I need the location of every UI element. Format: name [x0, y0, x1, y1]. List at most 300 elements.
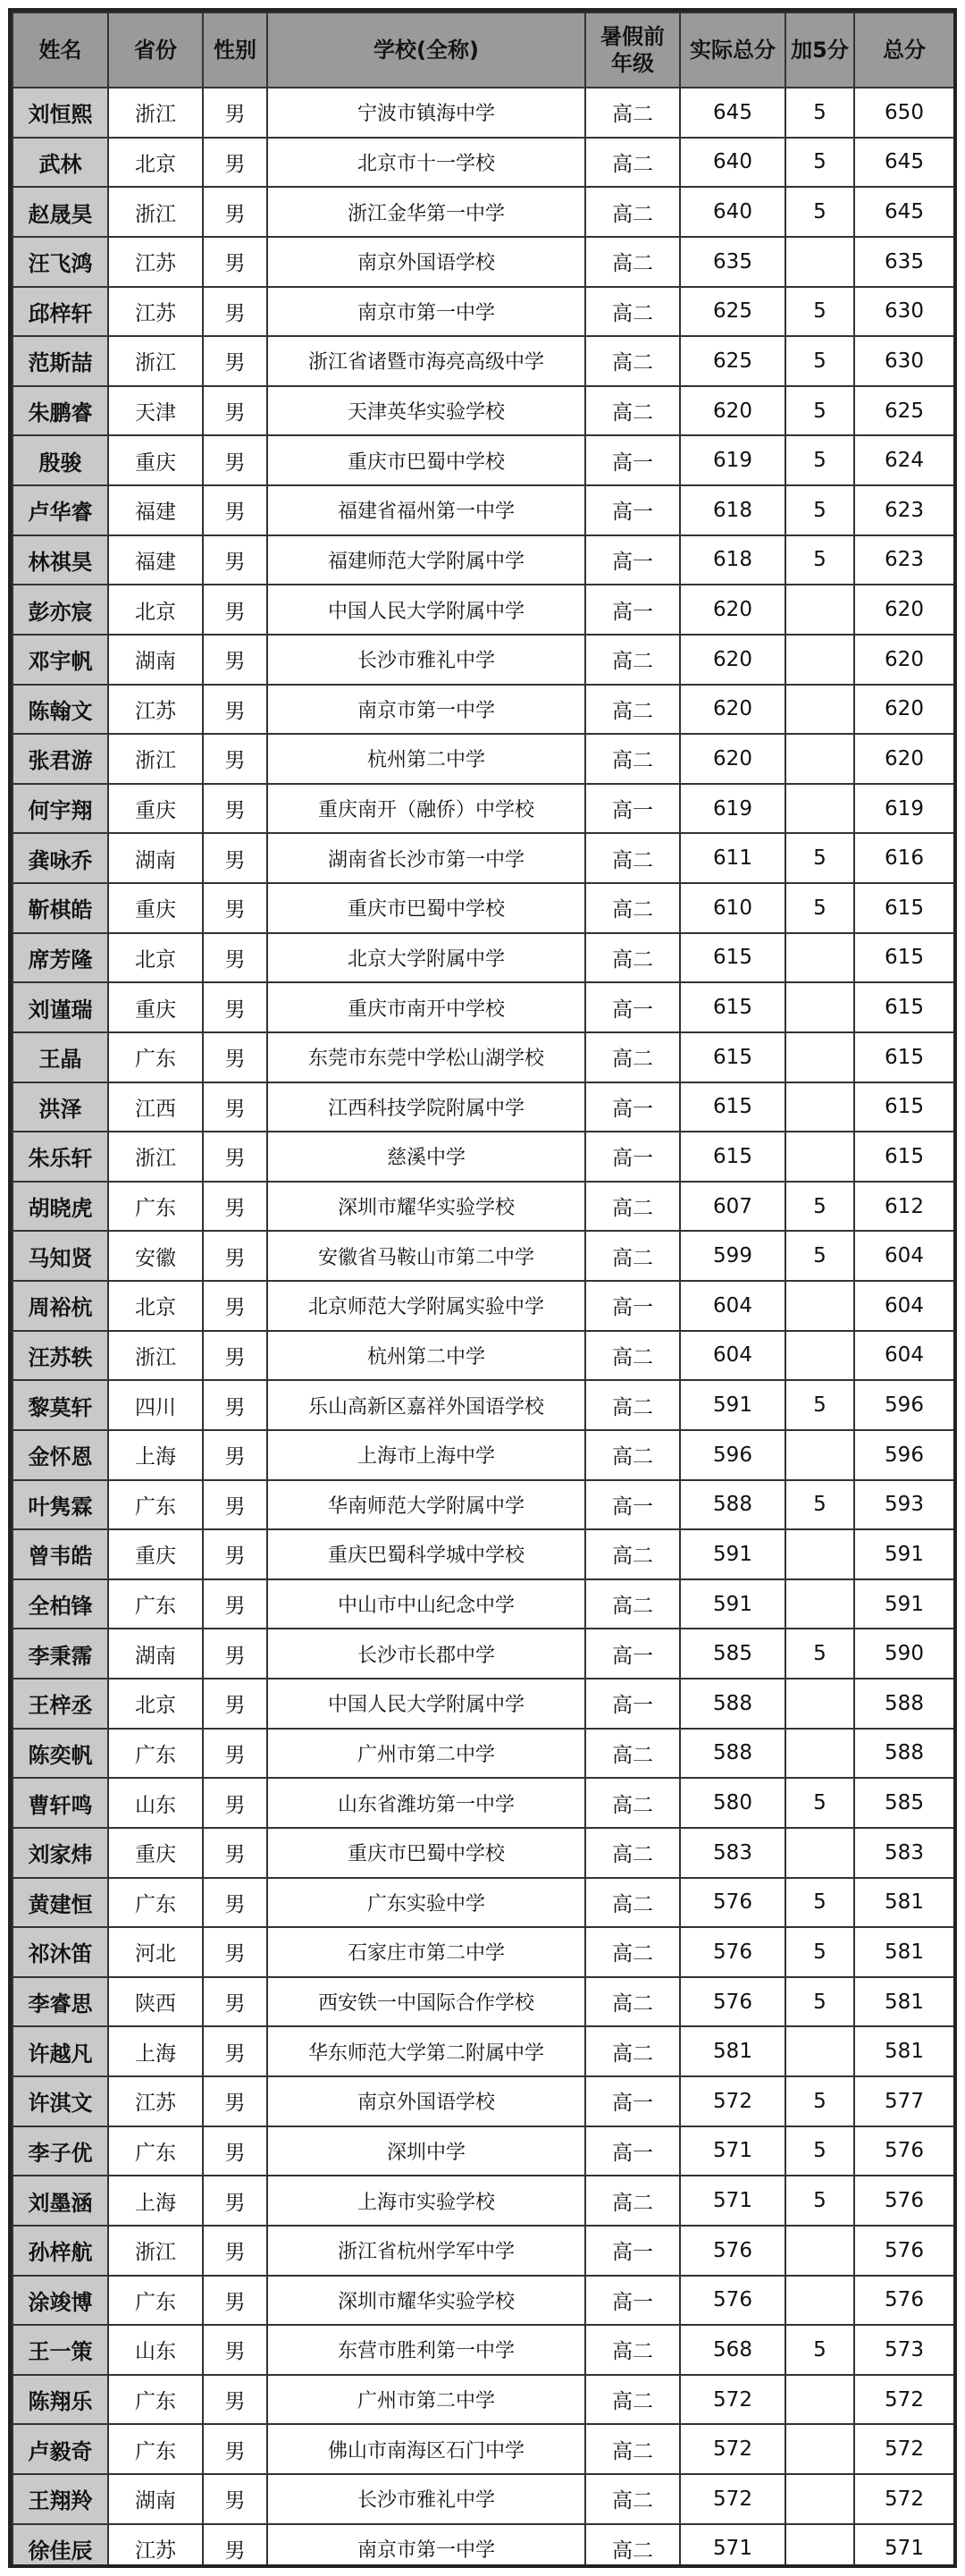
- cell-actual-score: 581: [680, 2026, 785, 2076]
- cell-school: 浙江金华第一中学: [267, 187, 585, 237]
- cell-grade: 高二: [585, 88, 680, 138]
- cell-school: 长沙市雅礼中学: [267, 2474, 585, 2524]
- cell-name: 邓宇帆: [13, 635, 108, 685]
- cell-total: 645: [854, 138, 954, 188]
- table-row: [13, 1977, 954, 2027]
- cell-actual-score: 576: [680, 1927, 785, 1977]
- cell-school: 北京市十一学校: [267, 138, 585, 188]
- cell-total: 620: [854, 585, 954, 635]
- cell-province: 浙江: [108, 88, 203, 138]
- cell-total: 596: [854, 1380, 954, 1430]
- cell-province: 重庆: [108, 883, 203, 933]
- cell-name: 黄建恒: [13, 1878, 108, 1928]
- cell-total: 577: [854, 2076, 954, 2126]
- cell-school: 南京外国语学校: [267, 237, 585, 287]
- cell-grade: 高二: [585, 2474, 680, 2524]
- table-row: [13, 1579, 954, 1629]
- cell-province: 安徽: [108, 1231, 203, 1281]
- cell-actual-score: 611: [680, 833, 785, 883]
- cell-province: 江苏: [108, 2076, 203, 2126]
- cell-total: 623: [854, 535, 954, 585]
- cell-province: 重庆: [108, 1529, 203, 1579]
- cell-gender: 男: [203, 1082, 267, 1132]
- cell-bonus: [785, 1828, 854, 1878]
- cell-grade: 高二: [585, 2524, 680, 2568]
- cell-gender: 男: [203, 1778, 267, 1828]
- cell-total: 588: [854, 1679, 954, 1729]
- table-row: [13, 2226, 954, 2276]
- cell-gender: 男: [203, 435, 267, 485]
- cell-name: 周裕杭: [13, 1281, 108, 1331]
- cell-bonus: [785, 933, 854, 983]
- cell-school: 北京大学附属中学: [267, 933, 585, 983]
- cell-actual-score: 635: [680, 237, 785, 287]
- cell-total: 625: [854, 386, 954, 436]
- cell-total: 590: [854, 1629, 954, 1679]
- cell-gender: 男: [203, 1331, 267, 1381]
- table-row: [13, 734, 954, 784]
- cell-total: 588: [854, 1729, 954, 1779]
- table-row: [13, 1729, 954, 1779]
- cell-school: 浙江省诸暨市海亮高级中学: [267, 336, 585, 386]
- cell-gender: 男: [203, 1132, 267, 1182]
- cell-grade: 高二: [585, 1182, 680, 1232]
- cell-school: 杭州第二中学: [267, 1331, 585, 1381]
- cell-grade: 高二: [585, 1430, 680, 1480]
- cell-gender: 男: [203, 1679, 267, 1729]
- cell-gender: 男: [203, 635, 267, 685]
- cell-gender: 男: [203, 1878, 267, 1928]
- cell-actual-score: 620: [680, 386, 785, 436]
- cell-province: 河北: [108, 1927, 203, 1977]
- cell-school: 深圳市耀华实验学校: [267, 2276, 585, 2326]
- cell-name: 李子优: [13, 2126, 108, 2176]
- table-row: [13, 685, 954, 735]
- cell-name: 卢华睿: [13, 485, 108, 535]
- cell-actual-score: 604: [680, 1281, 785, 1331]
- cell-bonus: [785, 1430, 854, 1480]
- cell-actual-score: 576: [680, 1878, 785, 1928]
- cell-province: 山东: [108, 2325, 203, 2375]
- table-row: [13, 883, 954, 933]
- cell-bonus: 5: [785, 287, 854, 337]
- cell-gender: 男: [203, 2276, 267, 2326]
- cell-name: 王晶: [13, 1032, 108, 1082]
- cell-gender: 男: [203, 2524, 267, 2568]
- cell-bonus: 5: [785, 535, 854, 585]
- cell-gender: 男: [203, 1480, 267, 1530]
- cell-grade: 高一: [585, 485, 680, 535]
- cell-school: 浙江省杭州学军中学: [267, 2226, 585, 2276]
- cell-actual-score: 615: [680, 933, 785, 983]
- cell-actual-score: 576: [680, 1977, 785, 2027]
- cell-actual-score: 620: [680, 734, 785, 784]
- cell-total: 615: [854, 1132, 954, 1182]
- cell-province: 浙江: [108, 187, 203, 237]
- cell-bonus: [785, 2026, 854, 2076]
- header-gender: 性别: [203, 13, 267, 88]
- cell-actual-score: 604: [680, 1331, 785, 1381]
- cell-school: 中国人民大学附属中学: [267, 1679, 585, 1729]
- cell-actual-score: 615: [680, 982, 785, 1032]
- cell-province: 陕西: [108, 1977, 203, 2027]
- cell-total: 624: [854, 435, 954, 485]
- cell-school: 山东省潍坊第一中学: [267, 1778, 585, 1828]
- cell-school: 佛山市南海区石门中学: [267, 2424, 585, 2474]
- cell-school: 南京市第一中学: [267, 2524, 585, 2568]
- cell-actual-score: 591: [680, 1529, 785, 1579]
- table-row: [13, 2026, 954, 2076]
- cell-name: 叶隽霖: [13, 1480, 108, 1530]
- cell-actual-score: 571: [680, 2524, 785, 2568]
- cell-school: 长沙市雅礼中学: [267, 635, 585, 685]
- cell-actual-score: 588: [680, 1729, 785, 1779]
- cell-name: 许越凡: [13, 2026, 108, 2076]
- cell-province: 湖南: [108, 833, 203, 883]
- header-bonus: 加5分: [785, 13, 854, 88]
- cell-bonus: [785, 585, 854, 635]
- cell-actual-score: 596: [680, 1430, 785, 1480]
- cell-grade: 高一: [585, 1629, 680, 1679]
- score-table-frame: [8, 8, 957, 2568]
- cell-gender: 男: [203, 2026, 267, 2076]
- cell-gender: 男: [203, 2474, 267, 2524]
- cell-grade: 高二: [585, 2176, 680, 2226]
- table-row: [13, 2424, 954, 2474]
- table-row: [13, 784, 954, 834]
- cell-province: 湖南: [108, 635, 203, 685]
- cell-school: 湖南省长沙市第一中学: [267, 833, 585, 883]
- cell-actual-score: 619: [680, 435, 785, 485]
- table-row: [13, 1082, 954, 1132]
- cell-name: 黎莫轩: [13, 1380, 108, 1430]
- cell-grade: 高二: [585, 2375, 680, 2425]
- cell-actual-score: 580: [680, 1778, 785, 1828]
- cell-bonus: [785, 2226, 854, 2276]
- cell-school: 北京师范大学附属实验中学: [267, 1281, 585, 1331]
- cell-school: 上海市实验学校: [267, 2176, 585, 2226]
- cell-gender: 男: [203, 336, 267, 386]
- cell-total: 583: [854, 1828, 954, 1878]
- cell-gender: 男: [203, 1529, 267, 1579]
- cell-bonus: [785, 685, 854, 735]
- cell-province: 上海: [108, 1430, 203, 1480]
- cell-school: 长沙市长郡中学: [267, 1629, 585, 1679]
- cell-total: 620: [854, 685, 954, 735]
- cell-total: 576: [854, 2176, 954, 2226]
- cell-bonus: 5: [785, 2325, 854, 2375]
- cell-gender: 男: [203, 933, 267, 983]
- cell-grade: 高二: [585, 138, 680, 188]
- table-row: [13, 2375, 954, 2425]
- cell-gender: 男: [203, 1977, 267, 2027]
- table-row: [13, 1380, 954, 1430]
- cell-school: 广东实验中学: [267, 1878, 585, 1928]
- table-row: [13, 1281, 954, 1331]
- cell-school: 南京市第一中学: [267, 287, 585, 337]
- cell-gender: 男: [203, 1579, 267, 1629]
- cell-province: 广东: [108, 2424, 203, 2474]
- cell-bonus: [785, 734, 854, 784]
- cell-name: 陈翰文: [13, 685, 108, 735]
- cell-gender: 男: [203, 88, 267, 138]
- cell-grade: 高一: [585, 2076, 680, 2126]
- cell-name: 王翔羚: [13, 2474, 108, 2524]
- cell-total: 573: [854, 2325, 954, 2375]
- cell-actual-score: 615: [680, 1082, 785, 1132]
- cell-grade: 高一: [585, 1679, 680, 1729]
- cell-grade: 高一: [585, 982, 680, 1032]
- cell-actual-score: 625: [680, 336, 785, 386]
- cell-bonus: 5: [785, 1778, 854, 1828]
- cell-total: 630: [854, 336, 954, 386]
- cell-gender: 男: [203, 2076, 267, 2126]
- cell-province: 福建: [108, 535, 203, 585]
- cell-total: 615: [854, 1082, 954, 1132]
- cell-total: 635: [854, 237, 954, 287]
- cell-total: 581: [854, 2026, 954, 2076]
- cell-actual-score: 571: [680, 2176, 785, 2226]
- table-row: [13, 187, 954, 237]
- cell-actual-score: 585: [680, 1629, 785, 1679]
- cell-grade: 高二: [585, 1778, 680, 1828]
- cell-bonus: [785, 1082, 854, 1132]
- cell-name: 殷骏: [13, 435, 108, 485]
- cell-grade: 高二: [585, 1380, 680, 1430]
- cell-actual-score: 618: [680, 535, 785, 585]
- cell-gender: 男: [203, 187, 267, 237]
- cell-bonus: 5: [785, 2076, 854, 2126]
- cell-name: 曹轩鸣: [13, 1778, 108, 1828]
- cell-school: 重庆市巴蜀中学校: [267, 883, 585, 933]
- cell-total: 591: [854, 1579, 954, 1629]
- cell-actual-score: 572: [680, 2076, 785, 2126]
- cell-bonus: [785, 1132, 854, 1182]
- cell-actual-score: 588: [680, 1679, 785, 1729]
- header-row: [13, 13, 954, 88]
- table-row: [13, 2176, 954, 2226]
- score-table: [12, 12, 955, 2568]
- cell-province: 浙江: [108, 1132, 203, 1182]
- cell-school: 宁波市镇海中学: [267, 88, 585, 138]
- cell-gender: 男: [203, 2375, 267, 2425]
- cell-grade: 高一: [585, 1082, 680, 1132]
- cell-bonus: [785, 1032, 854, 1082]
- cell-province: 上海: [108, 2176, 203, 2226]
- cell-bonus: 5: [785, 1878, 854, 1928]
- cell-total: 596: [854, 1430, 954, 1480]
- table-row: [13, 982, 954, 1032]
- cell-province: 福建: [108, 485, 203, 535]
- cell-total: 645: [854, 187, 954, 237]
- cell-actual-score: 599: [680, 1231, 785, 1281]
- cell-province: 江苏: [108, 685, 203, 735]
- table-row: [13, 1778, 954, 1828]
- cell-name: 邱梓轩: [13, 287, 108, 337]
- header-total: 总分: [854, 13, 954, 88]
- cell-bonus: 5: [785, 187, 854, 237]
- cell-name: 何宇翔: [13, 784, 108, 834]
- cell-province: 广东: [108, 1182, 203, 1232]
- cell-gender: 男: [203, 1032, 267, 1082]
- cell-bonus: 5: [785, 1480, 854, 1530]
- cell-actual-score: 618: [680, 485, 785, 535]
- cell-gender: 男: [203, 1729, 267, 1779]
- cell-total: 623: [854, 485, 954, 535]
- cell-gender: 男: [203, 2226, 267, 2276]
- cell-gender: 男: [203, 833, 267, 883]
- table-row: [13, 1331, 954, 1381]
- cell-bonus: 5: [785, 833, 854, 883]
- table-body: [13, 88, 954, 2568]
- cell-name: 洪泽: [13, 1082, 108, 1132]
- cell-school: 中山市中山纪念中学: [267, 1579, 585, 1629]
- cell-gender: 男: [203, 287, 267, 337]
- cell-bonus: 5: [785, 2126, 854, 2176]
- cell-total: 620: [854, 734, 954, 784]
- cell-name: 全柏锋: [13, 1579, 108, 1629]
- cell-grade: 高二: [585, 734, 680, 784]
- cell-actual-score: 620: [680, 685, 785, 735]
- cell-province: 浙江: [108, 2226, 203, 2276]
- cell-name: 孙梓航: [13, 2226, 108, 2276]
- cell-name: 徐佳辰: [13, 2524, 108, 2568]
- cell-total: 576: [854, 2276, 954, 2326]
- cell-bonus: 5: [785, 2176, 854, 2226]
- table-row: [13, 2325, 954, 2375]
- cell-total: 591: [854, 1529, 954, 1579]
- cell-province: 广东: [108, 1729, 203, 1779]
- cell-actual-score: 619: [680, 784, 785, 834]
- cell-gender: 男: [203, 1828, 267, 1878]
- cell-province: 四川: [108, 1380, 203, 1430]
- cell-bonus: 5: [785, 1629, 854, 1679]
- cell-total: 616: [854, 833, 954, 883]
- table-row: [13, 1231, 954, 1281]
- cell-name: 曾韦皓: [13, 1529, 108, 1579]
- cell-school: 安徽省马鞍山市第二中学: [267, 1231, 585, 1281]
- cell-total: 604: [854, 1231, 954, 1281]
- cell-name: 胡晓虎: [13, 1182, 108, 1232]
- cell-school: 华南师范大学附属中学: [267, 1480, 585, 1530]
- cell-actual-score: 640: [680, 138, 785, 188]
- cell-gender: 男: [203, 685, 267, 735]
- cell-grade: 高二: [585, 1977, 680, 2027]
- table-row: [13, 485, 954, 535]
- table-row: [13, 435, 954, 485]
- cell-grade: 高二: [585, 187, 680, 237]
- cell-name: 涂竣博: [13, 2276, 108, 2326]
- cell-name: 汪苏轶: [13, 1331, 108, 1381]
- cell-gender: 男: [203, 1430, 267, 1480]
- table-row: [13, 2474, 954, 2524]
- cell-actual-score: 610: [680, 883, 785, 933]
- cell-name: 金怀恩: [13, 1430, 108, 1480]
- cell-province: 广东: [108, 2126, 203, 2176]
- cell-gender: 男: [203, 485, 267, 535]
- cell-school: 天津英华实验学校: [267, 386, 585, 436]
- cell-province: 重庆: [108, 435, 203, 485]
- cell-grade: 高一: [585, 585, 680, 635]
- cell-bonus: [785, 2524, 854, 2568]
- table-row: [13, 2276, 954, 2326]
- cell-actual-score: 625: [680, 287, 785, 337]
- cell-grade: 高二: [585, 1529, 680, 1579]
- cell-school: 中国人民大学附属中学: [267, 585, 585, 635]
- cell-name: 陈翔乐: [13, 2375, 108, 2425]
- cell-actual-score: 620: [680, 635, 785, 685]
- cell-province: 浙江: [108, 734, 203, 784]
- table-row: [13, 1529, 954, 1579]
- cell-gender: 男: [203, 982, 267, 1032]
- cell-grade: 高一: [585, 2276, 680, 2326]
- cell-province: 江苏: [108, 2524, 203, 2568]
- cell-total: 581: [854, 1878, 954, 1928]
- cell-grade: 高二: [585, 1579, 680, 1629]
- cell-school: 深圳市耀华实验学校: [267, 1182, 585, 1232]
- cell-school: 广州市第二中学: [267, 2375, 585, 2425]
- cell-actual-score: 583: [680, 1828, 785, 1878]
- cell-school: 杭州第二中学: [267, 734, 585, 784]
- table-row: [13, 2076, 954, 2126]
- cell-total: 604: [854, 1281, 954, 1331]
- cell-name: 刘谨瑞: [13, 982, 108, 1032]
- cell-school: 东莞市东莞中学松山湖学校: [267, 1032, 585, 1082]
- table-row: [13, 1132, 954, 1182]
- cell-province: 重庆: [108, 1828, 203, 1878]
- header-name: 姓名: [13, 13, 108, 88]
- cell-bonus: [785, 1679, 854, 1729]
- cell-province: 浙江: [108, 336, 203, 386]
- cell-gender: 男: [203, 138, 267, 188]
- cell-bonus: 5: [785, 138, 854, 188]
- cell-province: 北京: [108, 933, 203, 983]
- cell-province: 重庆: [108, 982, 203, 1032]
- cell-grade: 高二: [585, 685, 680, 735]
- cell-grade: 高二: [585, 237, 680, 287]
- cell-total: 581: [854, 1977, 954, 2027]
- cell-actual-score: 576: [680, 2276, 785, 2326]
- cell-name: 李睿思: [13, 1977, 108, 2027]
- cell-bonus: 5: [785, 1231, 854, 1281]
- cell-name: 席芳隆: [13, 933, 108, 983]
- cell-grade: 高二: [585, 1729, 680, 1779]
- table-row: [13, 336, 954, 386]
- cell-name: 许淇文: [13, 2076, 108, 2126]
- cell-province: 北京: [108, 1281, 203, 1331]
- table-row: [13, 585, 954, 635]
- cell-school: 乐山高新区嘉祥外国语学校: [267, 1380, 585, 1430]
- cell-bonus: [785, 1579, 854, 1629]
- cell-school: 慈溪中学: [267, 1132, 585, 1182]
- header-grade: 暑假前 年级: [585, 13, 680, 88]
- cell-school: 福建师范大学附属中学: [267, 535, 585, 585]
- cell-grade: 高二: [585, 2424, 680, 2474]
- cell-school: 深圳中学: [267, 2126, 585, 2176]
- cell-actual-score: 576: [680, 2226, 785, 2276]
- cell-actual-score: 640: [680, 187, 785, 237]
- cell-total: 619: [854, 784, 954, 834]
- cell-bonus: [785, 982, 854, 1032]
- table-row: [13, 1679, 954, 1729]
- cell-name: 刘家炜: [13, 1828, 108, 1878]
- cell-gender: 男: [203, 2325, 267, 2375]
- cell-province: 广东: [108, 1579, 203, 1629]
- cell-bonus: [785, 237, 854, 287]
- cell-bonus: [785, 1331, 854, 1381]
- cell-name: 祁沐笛: [13, 1927, 108, 1977]
- cell-school: 南京外国语学校: [267, 2076, 585, 2126]
